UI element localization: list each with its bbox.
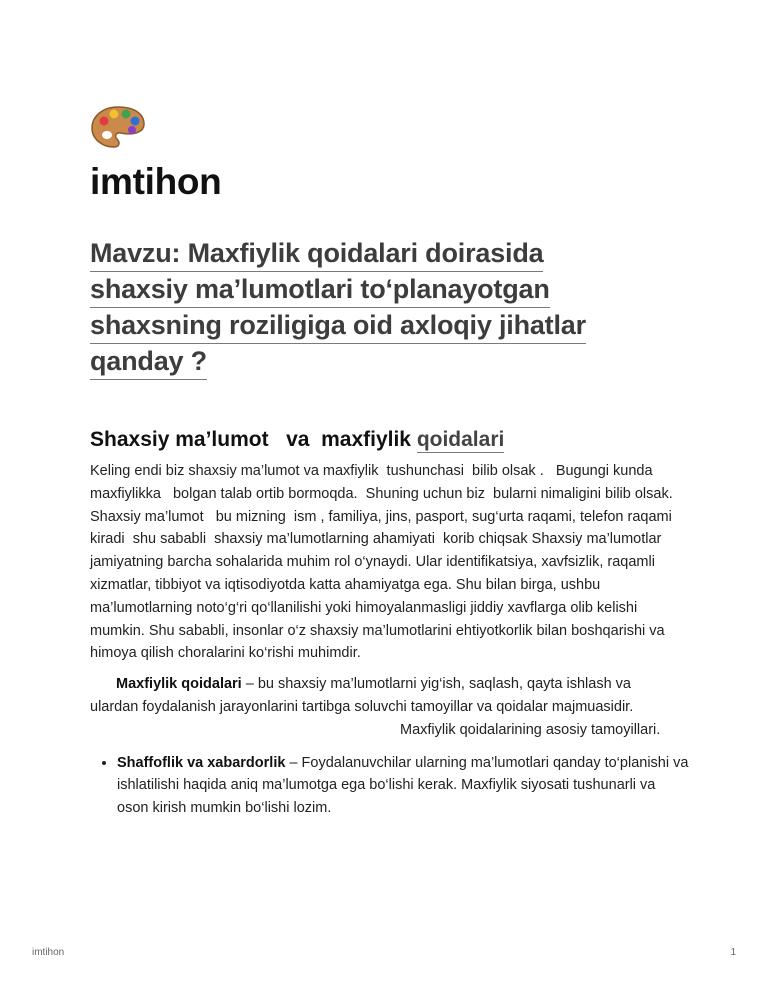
- artist-palette-icon: [90, 104, 146, 150]
- paragraph-personal-data: Keling endi biz shaxsiy ma’lumot va maxfiylik tushunchasi bilib olsak . Bugungi kunda maxfiylikka bolgan talab ortib bormoqda. Shuning uchun biz bularni nimaligini bilib olsak. Shaxsiy ma’lumot bu mizning ism , familiya, jins, pasport, sug‘urta raqami, telefon raqami kiradi shu sababli shaxsiy ma’lumotlarning ahamiyati korib chiqsak Shaxsiy ma’lumotlar jamiyatning barcha sohalarida muhim rol o‘ynaydi. Ular identifikatsiya, xavfsizlik, raqamli xizmatlar, tibbiyot va iqtisodiyotda katta ahamiyatga ega. Shu bilan birga, ushbu ma’lumotlarning noto‘g‘ri qo‘llanilishi yoki himoyalanmasligi jiddiy xavflarga olib kelishi mumkin. Shu sababli, insonlar o‘z shaxsiy ma’lumotlarini ehtiyotkorlik bilan boshqarishi va himoya qilish choralarini ko‘rishi muhimdir.: [90, 463, 684, 662]
- list-item-term: Shaffoflik va xabardorlik: [117, 754, 286, 771]
- subject-line-1: Mavzu: Maxfiylik qoidalari doirasida: [90, 236, 543, 272]
- privacy-rules-definition: – bu shaxsiy ma’lumotlarni yig‘ish, saqlash, qayta ishlash va ulardan foydalanish jarayonlarini tartibga soluvchi tamoyillar va qoidalar majmuasidir.: [90, 676, 634, 715]
- list-item-text: – Foydalanuvchilar ularning ma’lumotlari qanday to‘planishi va ishlatilishi haqida aniq ma’lumotga ega bo‘lishi kerak. Maxfiylik siyosati tushunarli va oson kirish mumkin bo‘lishi lozim.: [117, 754, 689, 817]
- footer-document-name: imtihon: [32, 947, 65, 958]
- subject-line-3: shaxsning roziligiga oid axloqiy jihatlar: [90, 308, 586, 344]
- paragraph-privacy-rules: [90, 673, 682, 741]
- footer-page-number: 1: [730, 947, 736, 958]
- privacy-principles-lead: Maxfiylik qoidalarining asosiy tamoyillari.: [400, 721, 661, 738]
- list-item: [117, 752, 690, 820]
- subject-heading: [90, 236, 690, 380]
- section-heading: [90, 426, 690, 454]
- section-heading-link[interactable]: qoidalari: [416, 428, 505, 451]
- principles-list: [90, 752, 690, 820]
- document-title: imtihon: [90, 161, 222, 202]
- subject-line-2: shaxsiy ma’lumotlari to‘planayotgan: [90, 272, 550, 308]
- page-content: [90, 104, 690, 820]
- subject-line-4: qanday ?: [90, 344, 207, 380]
- privacy-rules-term: Maxfiylik qoidalari: [116, 676, 242, 693]
- section-heading-text: Shaxsiy ma’lumot va maxfiylik: [90, 428, 417, 451]
